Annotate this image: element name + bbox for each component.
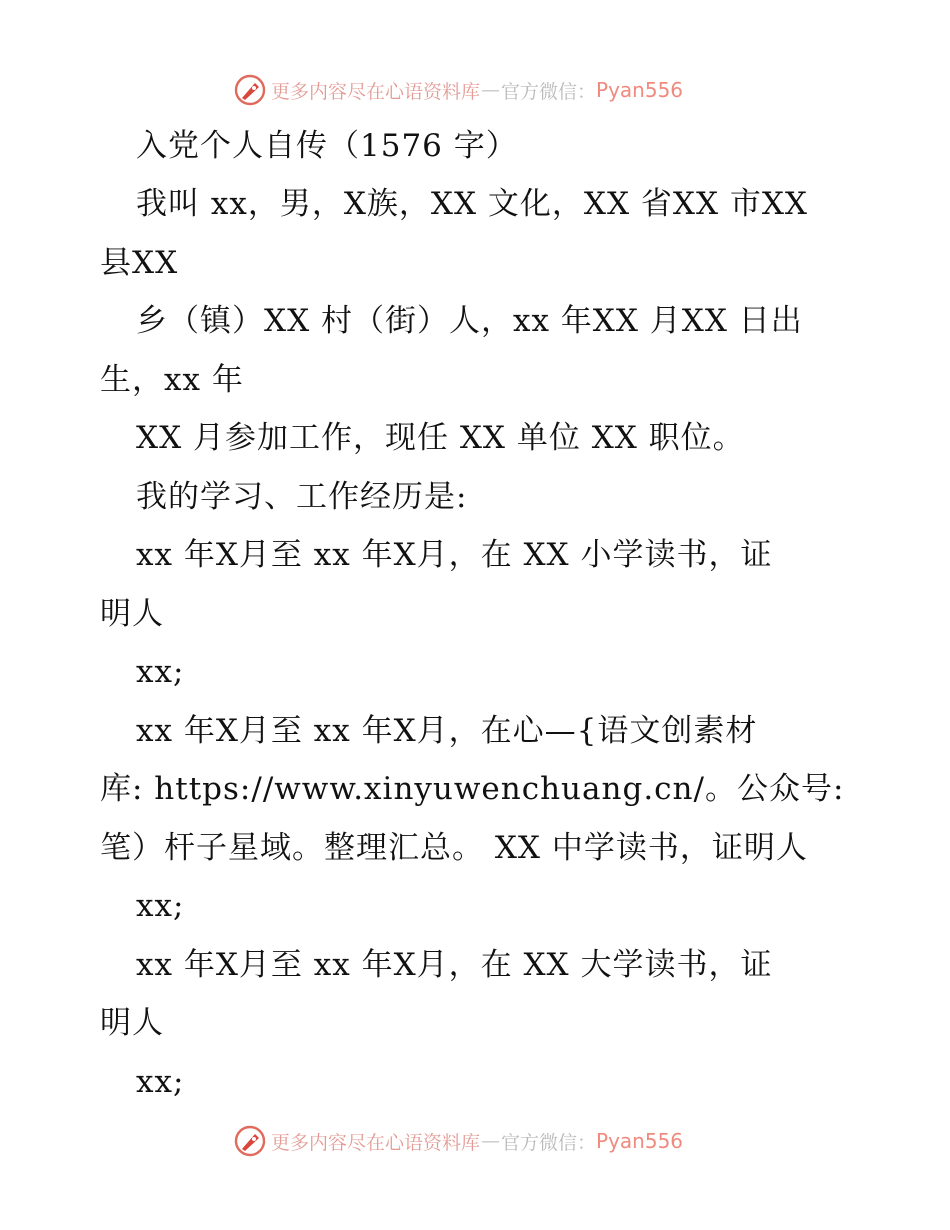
document-title: 入党个人自传（1576 字） — [136, 128, 518, 164]
watermark-main-text: 更多内容尽在心语资料库 — [271, 80, 481, 103]
watermark-main-text: 更多内容尽在心语资料库 — [271, 1131, 481, 1154]
paragraph-line: 我叫 xx，男，X族，XX 文化，XX 省XX 市XX — [136, 186, 809, 222]
paragraph-line: 生，xx 年 — [100, 362, 244, 398]
watermark-tail-text: 官方微信： — [501, 1131, 597, 1154]
paragraph-line: xx 年X月至 xx 年X月，在 XX 小学读书，证 — [136, 537, 773, 573]
paragraph-line: xx 年X月至 xx 年X月，在 XX 大学读书，证 — [136, 947, 773, 983]
watermark-dash: — — [481, 1130, 501, 1152]
paragraph-line: xx; — [136, 888, 185, 924]
paragraph-line: 库: https://www.xinyuwenchuang.cn/。公众号: — [100, 771, 845, 807]
paragraph-line: 明人 — [100, 1005, 164, 1041]
paragraph-line: XX 月参加工作，现任 XX 单位 XX 职位。 — [136, 420, 745, 456]
watermark-wechat-id: Pyan556 — [596, 1129, 684, 1153]
paragraph-line: xx; — [136, 654, 185, 690]
watermark-dash: — — [481, 79, 501, 101]
paragraph-line: 乡（镇）XX 村（街）人，xx 年XX 月XX 日出 — [136, 303, 803, 339]
paragraph-line: 县XX — [100, 245, 179, 281]
watermark-wechat-id: Pyan556 — [596, 78, 684, 102]
pen-nib-icon — [233, 73, 267, 107]
watermark-tail-text: 官方微信： — [501, 80, 597, 103]
paragraph-line: xx; — [136, 1064, 185, 1100]
pen-nib-icon — [233, 1124, 267, 1158]
footer-watermark — [233, 1124, 683, 1158]
paragraph-line: xx 年X月至 xx 年X月，在心—{语文创素材 — [136, 713, 758, 749]
paragraph-line: 我的学习、工作经历是: — [136, 479, 468, 515]
header-watermark — [233, 73, 683, 107]
paragraph-line: 明人 — [100, 596, 164, 632]
paragraph-line: 笔）杆子星域。整理汇总。 XX 中学读书，证明人 — [100, 830, 808, 866]
